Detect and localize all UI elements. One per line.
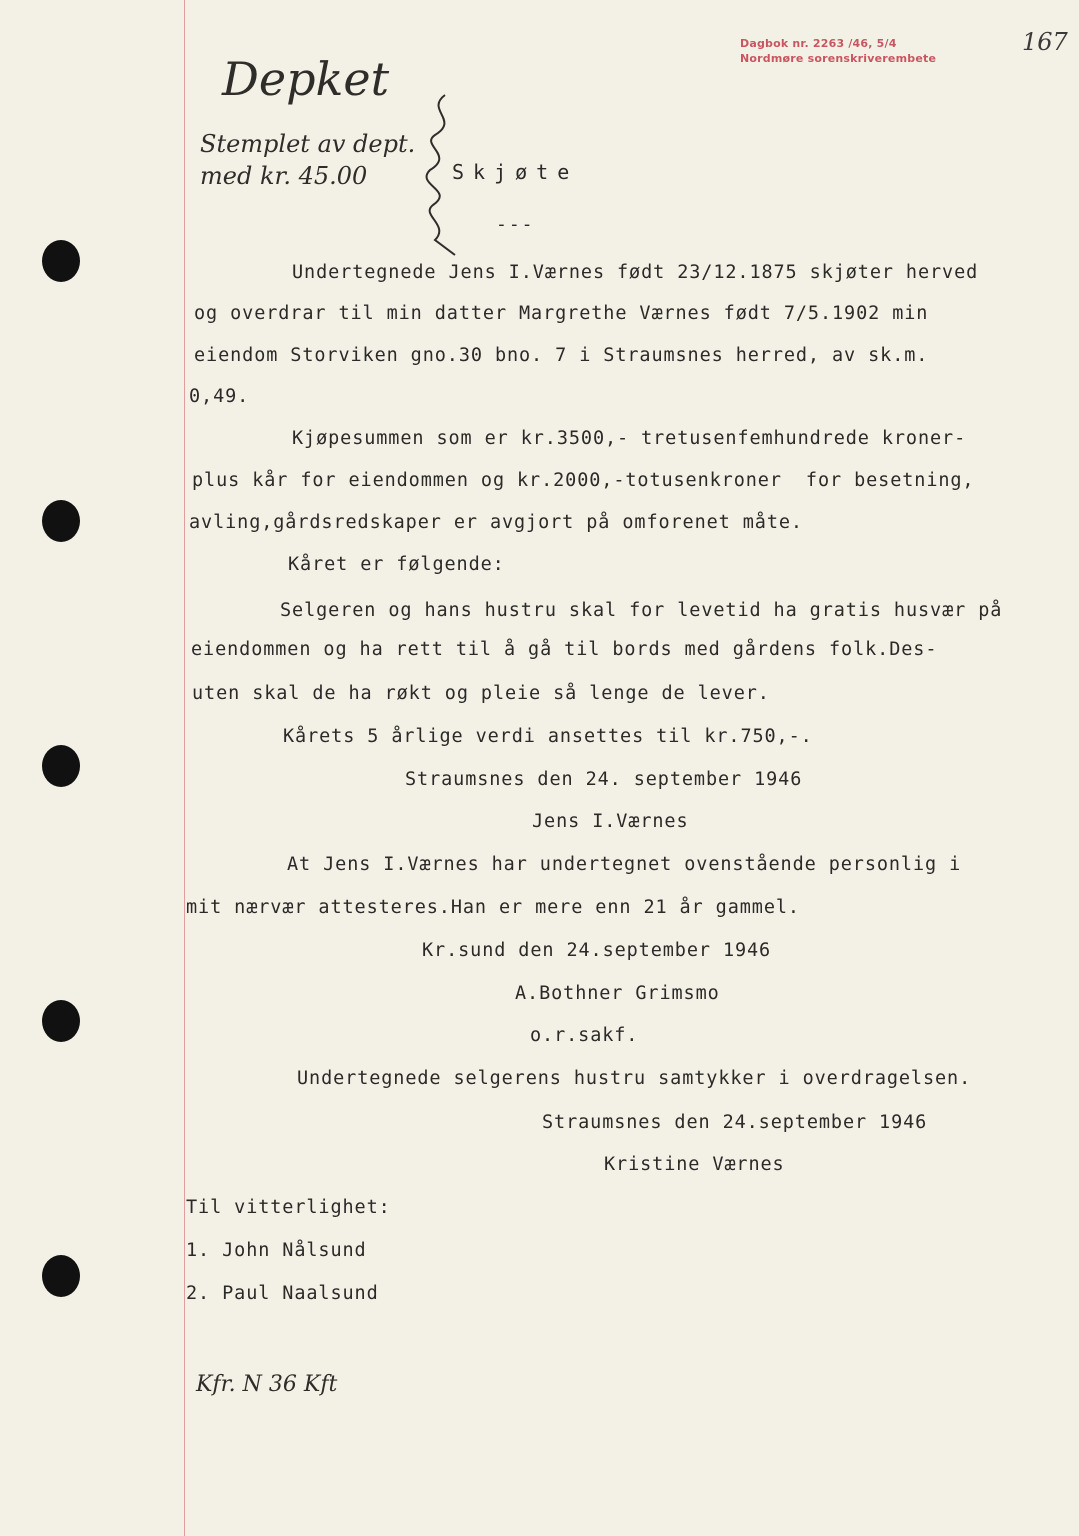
- witness-item: 2. Paul Naalsund: [186, 1283, 379, 1304]
- text-line: plus kår for eiendommen og kr.2000,-totusenkroner for besetning,: [192, 470, 975, 491]
- stamp-line-1: Dagbok nr. 2263 /46, 5/4: [740, 37, 897, 50]
- text-line: Undertegnede selgerens hustru samtykker i overdragelsen.: [297, 1068, 972, 1089]
- text-line: Kjøpesummen som er kr.3500,- tretusenfemhundrede kroner-: [292, 428, 967, 449]
- signature-attestor: A.Bothner Grimsmo: [515, 983, 720, 1004]
- punch-hole: [42, 745, 80, 787]
- text-line: eiendom Storviken gno.30 bno. 7 i Straumsnes herred, av sk.m.: [194, 345, 929, 366]
- signature-spouse: Kristine Værnes: [604, 1154, 785, 1175]
- text-line: At Jens I.Værnes har undertegnet ovenstående personlig i: [287, 854, 962, 875]
- margin-rule: [184, 0, 185, 1536]
- text-line: mit nærvær attesteres.Han er mere enn 21 år gammel.: [186, 897, 800, 918]
- title-separator: ---: [496, 214, 535, 235]
- witness-heading: Til vitterlighet:: [186, 1197, 391, 1218]
- text-line: Straumsnes den 24.september 1946: [542, 1112, 928, 1133]
- signature-seller: Jens I.Værnes: [532, 811, 689, 832]
- stamp-line-2: Nordmøre sorenskriverembete: [740, 52, 937, 65]
- text-line: Kårets 5 årlige verdi ansettes til kr.750,-.: [283, 726, 813, 747]
- document-title: Skjøte: [452, 160, 579, 184]
- text-line: og overdrar til min datter Margrethe Værnes født 7/5.1902 min: [194, 303, 929, 324]
- handwritten-footer: Kfr. N 36 Kft: [196, 1372, 338, 1397]
- witness-item: 1. John Nålsund: [186, 1240, 367, 1261]
- folio-number: 167: [1022, 28, 1068, 56]
- handwritten-stamp-note: Stemplet av dept. med kr. 45.00: [200, 130, 416, 190]
- attestor-title: o.r.sakf.: [530, 1025, 639, 1046]
- handwritten-title: Depket: [222, 52, 390, 106]
- text-line: Kåret er følgende:: [288, 554, 505, 575]
- text-line: Undertegnede Jens I.Værnes født 23/12.1875 skjøter herved: [292, 262, 979, 283]
- punch-hole: [42, 500, 80, 542]
- text-line: eiendommen og ha rett til å gå til bords med gårdens folk.Des-: [191, 639, 938, 660]
- text-line: 0,49.: [189, 386, 250, 407]
- punch-hole: [42, 1000, 80, 1042]
- text-line: Straumsnes den 24. september 1946: [405, 769, 803, 790]
- text-line: Selgeren og hans hustru skal for levetid ha gratis husvær på: [280, 600, 1003, 621]
- punch-hole: [42, 240, 80, 282]
- registry-stamp: [740, 36, 1010, 66]
- text-line: avling,gårdsredskaper er avgjort på omforenet måte.: [189, 512, 803, 533]
- text-line: Kr.sund den 24.september 1946: [422, 940, 772, 961]
- punch-hole: [42, 1255, 80, 1297]
- text-line: uten skal de ha røkt og pleie så lenge de lever.: [192, 683, 770, 704]
